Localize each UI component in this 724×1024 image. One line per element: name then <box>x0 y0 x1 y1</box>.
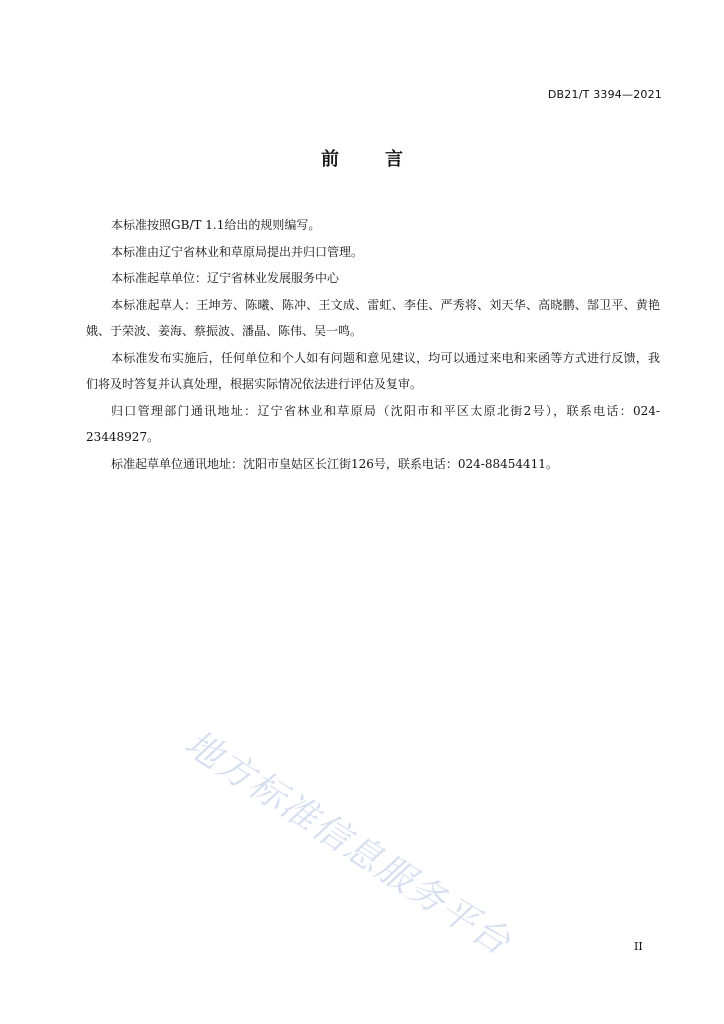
paragraph-drafter-address: 标准起草单位通讯地址：沈阳市皇姑区长江街126号，联系电话：024-88454411。 <box>111 456 558 471</box>
foreword-body <box>86 212 660 477</box>
page-number: II <box>634 940 643 953</box>
page-title: 前言 <box>321 149 449 170</box>
paragraph-authority-address: 归口管理部门通讯地址：辽宁省林业和草原局（沈阳市和平区太原北街2号），联系电话：024-23448927。 <box>86 403 660 444</box>
paragraph-drafters: 本标准起草人：王坤芳、陈曦、陈冲、王文成、雷虹、李佳、严秀将、刘天华、高晓鹏、郜卫平、黄艳娥、于荣波、姜海、蔡振波、潘晶、陈伟、吴一鸣。 <box>86 297 660 338</box>
document-code: DB21/T 3394—2021 <box>547 88 662 101</box>
paragraph-drafting-unit: 本标准起草单位：辽宁省林业发展服务中心 <box>111 271 340 285</box>
paragraph-drafting-rules: 本标准按照GB/T 1.1给出的规则编写。 <box>111 218 321 232</box>
watermark: 地方标准信息服务平台 <box>177 722 519 965</box>
paragraph-feedback: 本标准发布实施后，任何单位和个人如有问题和意见建议，均可以通过来电和来函等方式进行反馈，我们将及时答复并认真处理，根据实际情况依法进行评估及复审。 <box>86 350 660 391</box>
paragraph-proposer: 本标准由辽宁省林业和草原局提出并归口管理。 <box>111 244 364 259</box>
